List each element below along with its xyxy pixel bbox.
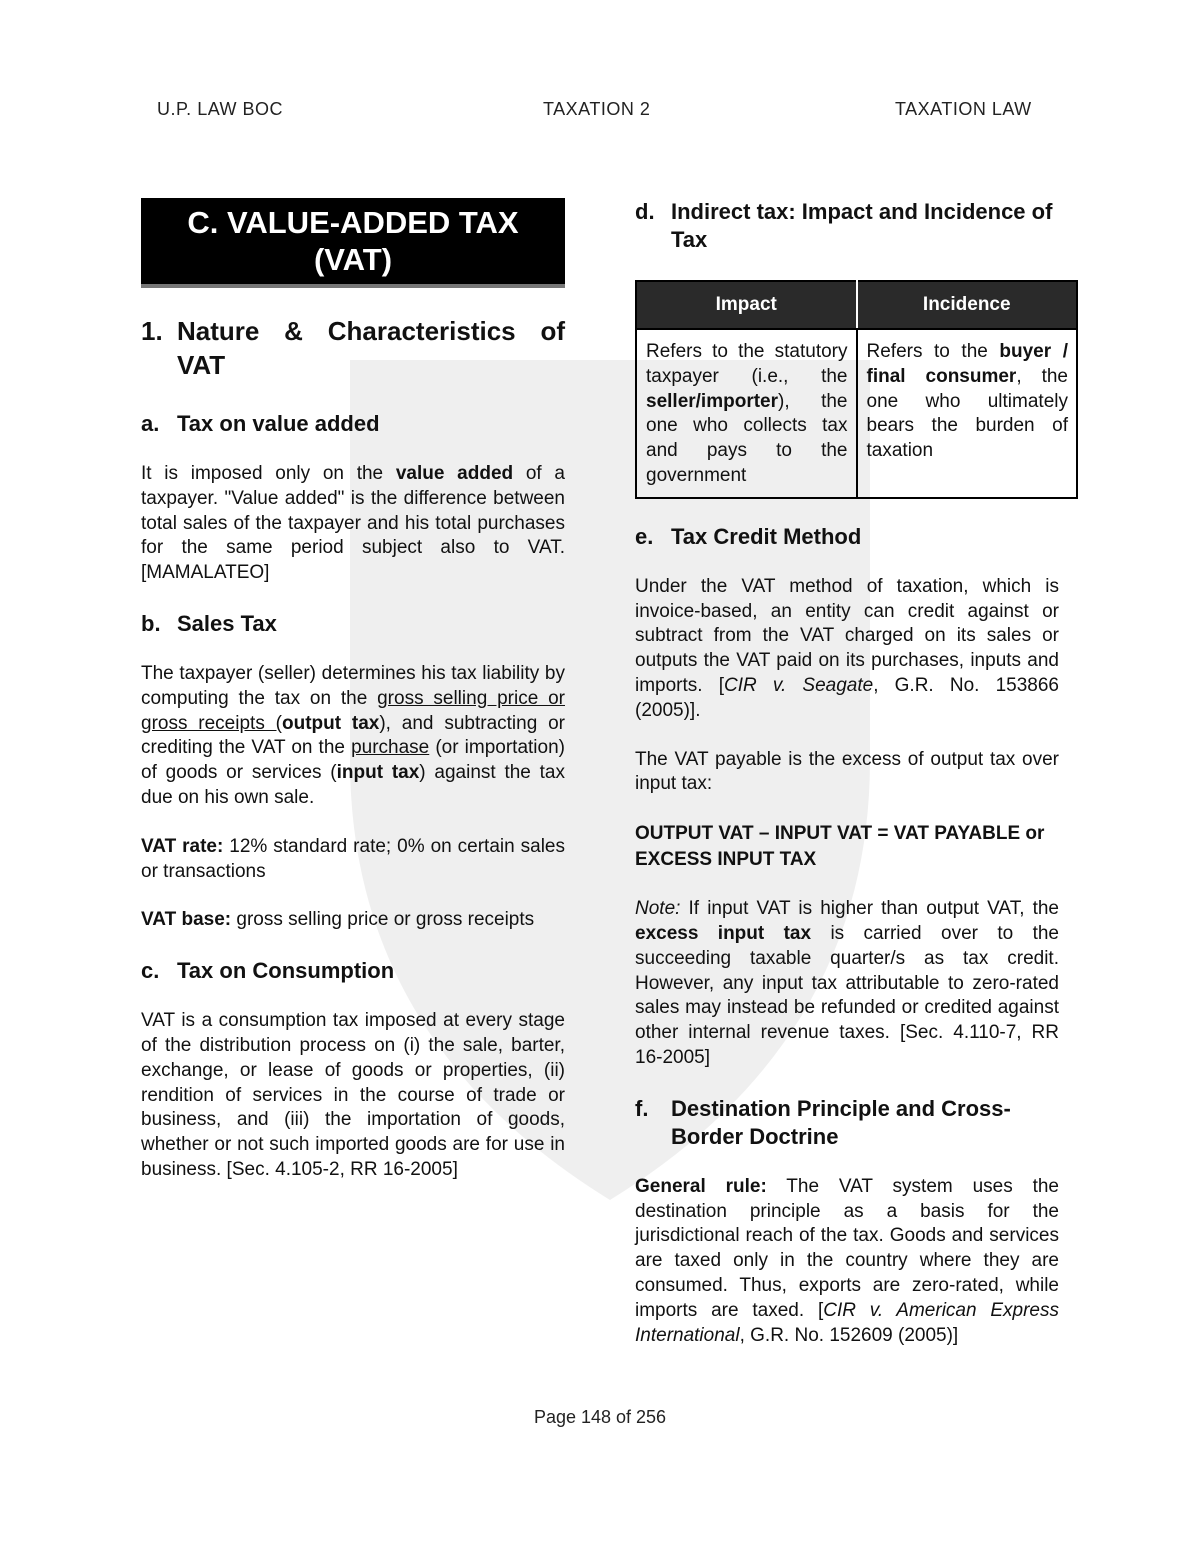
para-b-underline1: gross selling price or gross receipts ( [141, 687, 565, 734]
para-b-underline2: purchase [351, 737, 430, 759]
heading-c-title: Tax on Consumption [177, 958, 395, 984]
incidence-pre: Refers to the [866, 341, 1000, 362]
heading-c [141, 957, 565, 985]
para-note [635, 897, 1059, 1071]
para-vat-base [141, 908, 565, 933]
table-cell-impact [636, 329, 857, 498]
para-b [141, 662, 565, 811]
page-number: Page 148 of 256 [533, 1407, 667, 1427]
heading-b-title: Sales Tax [177, 610, 277, 636]
impact-bold: seller/importer [646, 390, 778, 412]
para-b-bold2: input tax [336, 762, 420, 784]
heading-nature-title: Nature & Characteristics of VAT [177, 316, 565, 380]
para-a [141, 462, 565, 586]
table-header-row [636, 281, 1077, 329]
section-title-line2: (VAT) [313, 242, 393, 277]
para-e1-post: , G.R. No. 153866 (2005)]. [635, 674, 1060, 721]
para-b-post: ) against the tax due on his own sale. [141, 762, 565, 808]
heading-b-num: b. [141, 610, 161, 636]
section-title-line1: C. VALUE-ADDED TAX [187, 205, 519, 240]
impact-pre: Refers to the statutory taxpayer (i.e., the [646, 341, 848, 387]
general-rule-label: General rule: [635, 1175, 767, 1197]
impact-post: ), the one who collects tax and pays to the government [646, 390, 848, 486]
heading-nature-num: 1. [141, 316, 163, 346]
para-e1-case: CIR v. Seagate [724, 674, 874, 696]
para-e1 [635, 575, 1059, 724]
section-title-box [141, 198, 565, 288]
general-rule-case: CIR v. American Express International [635, 1299, 1060, 1346]
para-e2: The VAT payable is the excess of output tax over input tax: [635, 748, 1059, 795]
heading-nature [141, 314, 565, 382]
para-b-bold1: output tax [281, 712, 380, 734]
note-post: is carried over to the succeeding taxable quarter/s as tax credit. However, any input tax attributable to zero-rated sales may instead be refunded or credited against other internal revenue taxes. [Sec. 4.110-7, RR 16-2005] [635, 922, 1059, 1068]
para-f [635, 1175, 1059, 1349]
heading-f-title: Destination Principle and Cross-Border Doctrine [671, 1095, 1011, 1149]
table-cell-incidence [857, 329, 1078, 498]
heading-b [141, 610, 565, 638]
header-center: TAXATION 2 [543, 99, 651, 119]
para-b-mid: ), and subtracting or crediting the VAT on the [141, 712, 565, 759]
para-a-post: of a taxpayer. "Value added" is the difference between total sales of the taxpayer and his total purchases for the same period subject also to VAT. [MAMALATEO] [141, 463, 565, 584]
header-right: TAXATION LAW [895, 99, 1032, 119]
para-a-bold: value added [395, 463, 514, 484]
table-header-impact: Impact [636, 281, 857, 329]
para-vat-rate [141, 835, 565, 885]
heading-a-num: a. [141, 411, 160, 436]
heading-a-title: Tax on value added [177, 411, 380, 436]
heading-d-title: Indirect tax: Impact and Incidence of Tax [671, 199, 1053, 252]
note-pre: If input VAT is higher than output VAT, the [680, 898, 1059, 920]
heading-e-num: e. [635, 523, 654, 549]
impact-incidence-table [635, 280, 1078, 499]
para-e1-pre: Under the VAT method of taxation, which is invoice-based, an entity can credit against or subtract from the VAT charged on its sales or outputs the VAT paid on its purchases, inputs and imports. [ [635, 575, 1059, 696]
table-row [636, 329, 1077, 498]
right-column [635, 198, 1068, 1348]
para-b-pre: The taxpayer (seller) determines his tax liability by computing the tax on the [141, 662, 565, 709]
heading-f [635, 1095, 1059, 1151]
header-left: U.P. LAW BOC [157, 99, 284, 119]
heading-e-title: Tax Credit Method [671, 523, 862, 549]
para-b-mid2: (or importation) of goods or services ( [141, 737, 565, 784]
left-column [141, 198, 565, 1183]
heading-f-num: f. [635, 1095, 649, 1121]
heading-e [635, 523, 1059, 551]
general-rule-text: The VAT system uses the destination principle as a basis for the jurisdictional reach of the tax. Goods and services are taxed only in the country where they are consumed. Thus, exports are zero-rated, while imports are taxed. [ [635, 1175, 1059, 1321]
vat-base-label: VAT base: [141, 909, 232, 931]
vat-base-text: gross selling price or gross receipts [231, 909, 535, 931]
vat-rate-text: 12% standard rate; 0% on certain sales or transactions [141, 835, 566, 882]
general-rule-post: , G.R. No. 152609 (2005)] [739, 1324, 959, 1346]
vat-formula: OUTPUT VAT – INPUT VAT = VAT PAYABLE or EXCESS INPUT TAX [635, 823, 1045, 871]
heading-d-num: d. [635, 199, 655, 224]
heading-c-num: c. [141, 958, 160, 984]
incidence-bold: buyer / final consumer [866, 341, 1068, 387]
table-header-incidence: Incidence [857, 281, 1078, 329]
note-label: Note: [635, 898, 681, 920]
heading-d [635, 198, 1059, 254]
heading-a [141, 410, 565, 438]
vat-rate-label: VAT rate: [141, 835, 224, 857]
incidence-post: , the one who ultimately bears the burden of taxation [866, 365, 1068, 462]
para-a-pre: It is imposed only on the [141, 463, 396, 484]
note-bold: excess input tax [635, 922, 812, 944]
para-c: VAT is a consumption tax imposed at every stage of the distribution process on (i) the sale, barter, exchange, or lease of goods or properties, (ii) rendition of services in the course of trade or business, and (iii) the importation of goods, whether or not such imported goods are for use in business. [Sec. 4.105-2, RR 16-2005] [141, 1010, 565, 1180]
